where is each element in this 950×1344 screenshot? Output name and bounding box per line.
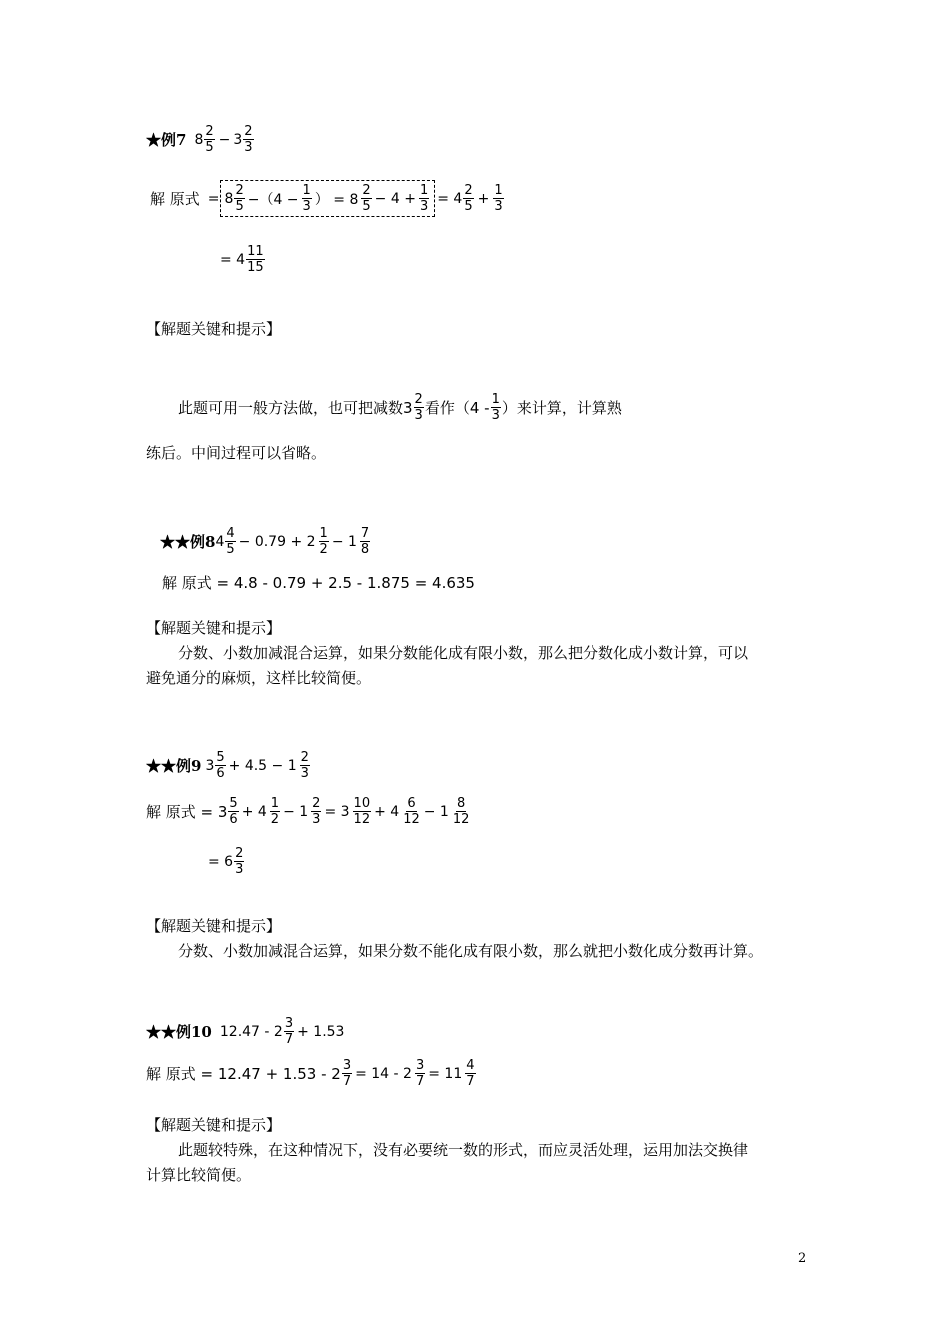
- ex7-dashed-box: 8 $\frac{2}{5}$ −（4 − $\frac{1}{3}$ ） = 8 $\frac{2}{5}$ − 4 + $\frac{1}{3}$: [220, 180, 436, 217]
- ex10-solution: 解 原式 = 12.47 + 1.53 - 2 $\frac{3}{7}$ = 14 - 2 $\frac{3}{7}$ = 11 $\frac{4}{7}$: [146, 1058, 475, 1089]
- ex7-solution-line1: 解 原式 = 8 $\frac{2}{5}$ −（4 − $\frac{1}{3}$ ） = 8 $\frac{2}{5}$ − 4 + $\frac{1}{3}$ = 4 $\frac{2}{5}$ + $\frac{1}{3}$: [150, 180, 505, 217]
- ex7-hint-line1: 此题可用一般方法做，也可把减数3 $\frac{2}{3}$ 看作（4 - $\frac{1}{3}$ ）来计算，计算熟: [178, 392, 622, 423]
- ex7-hint-line2: 练后。中间过程可以省略。: [146, 444, 327, 462]
- page-number: 2: [798, 1251, 807, 1266]
- ex8-hint-line1: 分数、小数加减混合运算，如果分数能化成有限小数，那么把分数化成小数计算，可以: [178, 644, 749, 662]
- ex7-problem-expr: 8 $\frac{2}{5}$ − 3 $\frac{2}{3}$: [194, 124, 253, 155]
- ex9-hint-title: 【解题关键和提示】: [146, 917, 282, 935]
- ex10-hint-title: 【解题关键和提示】: [146, 1116, 282, 1134]
- ex7-problem: [146, 124, 255, 155]
- ex9-problem: [146, 750, 311, 781]
- ex10-hint-line1: 此题较特殊，在这种情况下，没有必要统一数的形式，而应灵活处理，运用加法交换律: [178, 1141, 749, 1159]
- ex9-solution-line2: = 6 $\frac{2}{3}$: [208, 846, 244, 877]
- ex9-title: ★★例9: [146, 757, 202, 775]
- solution-label: 解 原式: [150, 190, 200, 208]
- ex7-solution-line2: = 4 $\frac{11}{15}$: [220, 244, 264, 275]
- ex8-hint-title: 【解题关键和提示】: [146, 619, 282, 637]
- ex9-hint-line1: 分数、小数加减混合运算，如果分数不能化成有限小数，那么就把小数化成分数再计算。: [178, 942, 764, 960]
- ex10-problem-expr: 12.47 - 2 $\frac{3}{7}$ + 1.53: [219, 1016, 345, 1047]
- ex8-hint-line2: 避免通分的麻烦，这样比较简便。: [146, 669, 372, 687]
- ex8-solution: 解 原式 = 4.8 - 0.79 + 2.5 - 1.875 = 4.635: [162, 574, 475, 592]
- ex10-hint-line2: 计算比较简便。: [146, 1166, 252, 1184]
- ex10-problem: [146, 1016, 344, 1047]
- ex7-hint-title: 【解题关键和提示】: [146, 320, 282, 338]
- ex8-title: ★★例8: [160, 533, 216, 551]
- ex7-title: ★例7: [146, 131, 187, 149]
- ex9-solution-line1: 解 原式 = 3 $\frac{5}{6}$ + 4 $\frac{1}{2}$ − 1 $\frac{2}{3}$ = 3 $\frac{10}{12}$ + 4 $\frac{6}{12}$ − 1 $\frac{8}{12}$: [146, 796, 470, 827]
- ex9-problem-expr: 3 $\frac{5}{6}$ + 4.5 − 1 $\frac{2}{3}$: [205, 750, 309, 781]
- ex8-problem-expr: 4 $\frac{4}{5}$ − 0.79 + 2 $\frac{1}{2}$ − 1 $\frac{7}{8}$: [215, 526, 370, 557]
- ex8-problem: [160, 526, 371, 557]
- ex10-title: ★★例10: [146, 1023, 212, 1041]
